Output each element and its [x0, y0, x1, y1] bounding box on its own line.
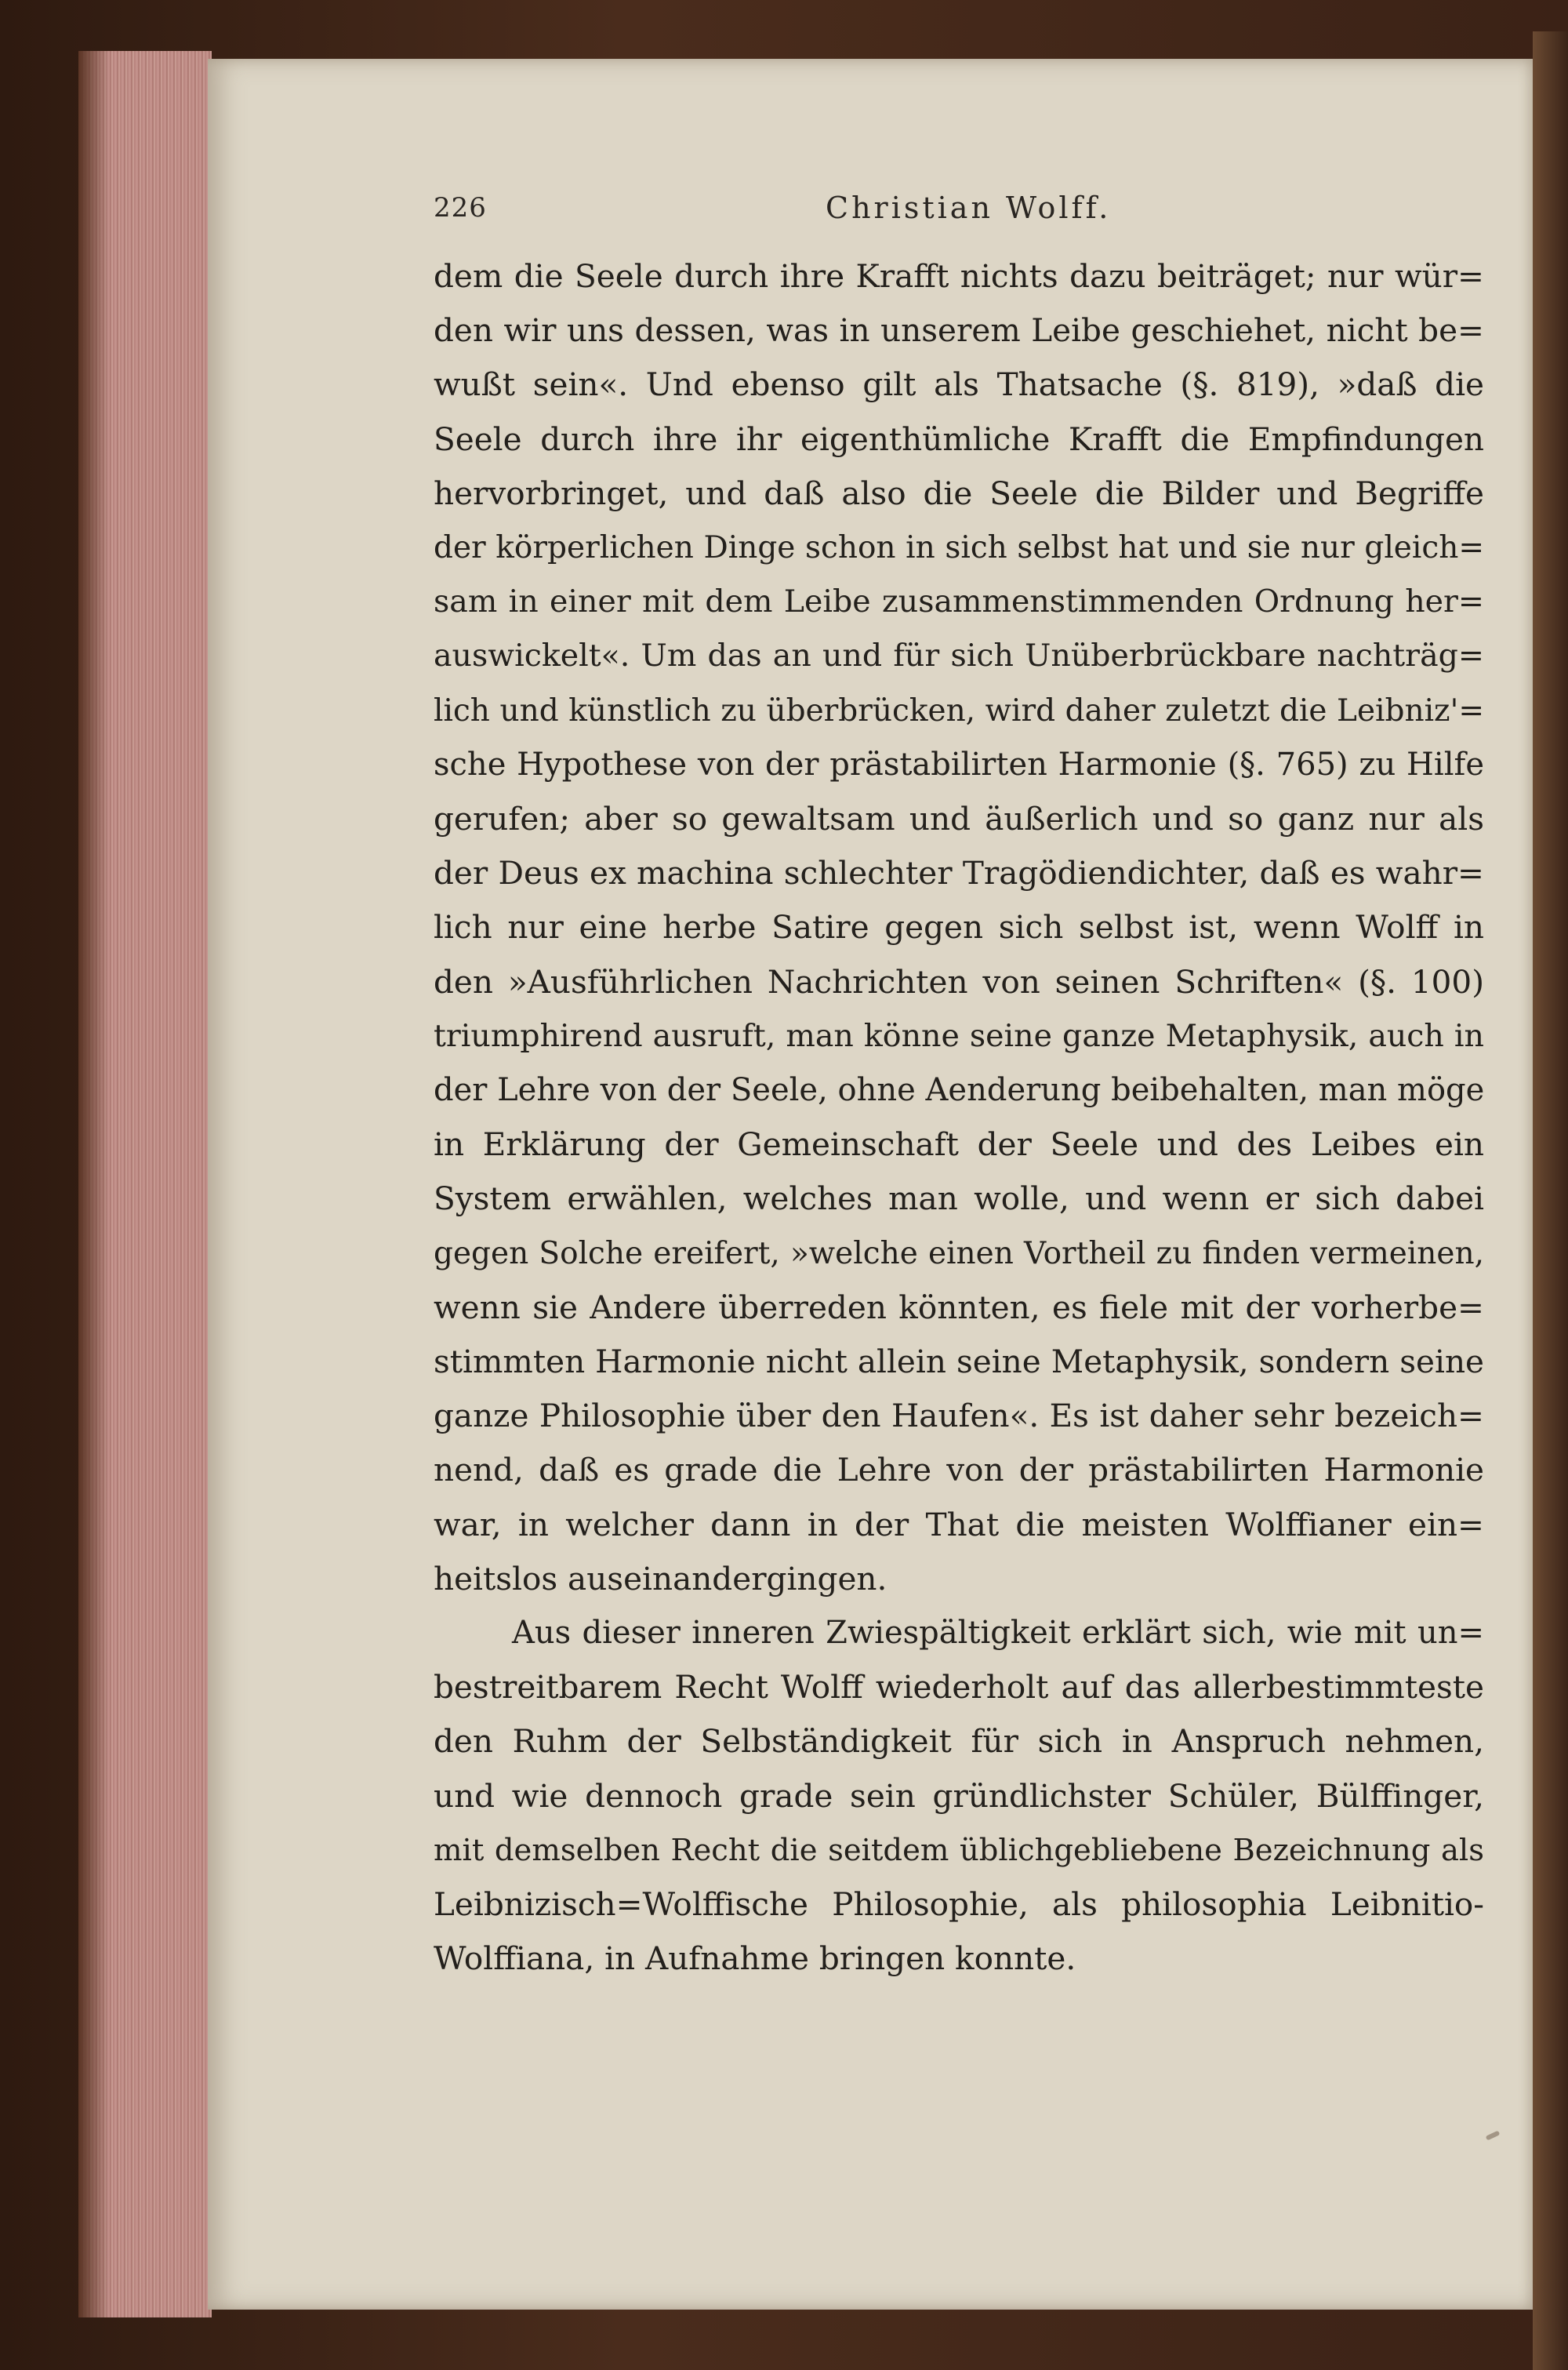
text-line: bestreitbarem Recht Wolff wiederholt auf das allerbestimmteste	[434, 1668, 1484, 1707]
text-line: System erwählen, welches man wolle, und wenn er sich dabei	[434, 1180, 1484, 1218]
text-line: ganze Philosophie über den Haufen«. Es ist daher sehr bezeich=	[434, 1397, 1484, 1435]
text-line: Wolffiana, in Aufnahme bringen konnte.	[434, 1939, 1076, 1978]
page-number: 226	[434, 192, 487, 224]
running-head-title: Christian Wolff.	[826, 191, 1112, 225]
text-line: den »Ausführlichen Nachrichten von seinen Schriften« (§. 100)	[434, 962, 1484, 1001]
text-line: lich nur eine herbe Satire gegen sich selbst ist, wenn Wolff in	[434, 908, 1484, 947]
body-text	[434, 249, 1484, 1987]
text-line: nend, daß es grade die Lehre von der prästabilirten Harmonie	[434, 1451, 1484, 1489]
text-line: Aus dieser inneren Zwiespältigkeit erklärt sich, wie mit un=	[512, 1615, 1484, 1652]
text-line: gegen Solche ereifert, »welche einen Vortheil zu finden vermeinen,	[434, 1235, 1484, 1271]
text-line: den wir uns dessen, was in unserem Leibe geschiehet, nicht be=	[434, 311, 1484, 350]
text-line: sche Hypothese von der prästabilirten Harmonie (§. 765) zu Hilfe	[434, 746, 1484, 783]
text-line: triumphirend ausruft, man könne seine ganze Metaphysik, auch in	[434, 1017, 1484, 1054]
text-line: wußt sein«. Und ebenso gilt als Thatsache (§. 819), »daß die	[434, 365, 1484, 404]
text-line: gerufen; aber so gewaltsam und äußerlich und so ganz nur als	[434, 800, 1484, 838]
text-line: der Lehre von der Seele, ohne Aenderung beibehalten, man möge	[434, 1072, 1485, 1109]
text-line: dem die Seele durch ihre Krafft nichts dazu beiträget; nur wür=	[434, 257, 1484, 295]
text-line: Leibnizisch=Wolffische Philosophie, als philosophia Leibnitio-	[434, 1885, 1484, 1924]
text-line: in Erklärung der Gemeinschaft der Seele und des Leibes ein	[434, 1125, 1484, 1164]
text-line: wenn sie Andere überreden könnten, es fiele mit der vorherbe=	[434, 1288, 1484, 1326]
text-line: auswickelt«. Um das an und für sich Unüberbrückbare nachträg=	[434, 638, 1484, 674]
paragraph-2	[434, 1606, 1484, 1986]
text-line: sam in einer mit dem Leibe zusammenstimmenden Ordnung her=	[434, 583, 1484, 620]
book-cover-edge	[1533, 31, 1568, 2370]
running-head	[434, 192, 1484, 239]
text-line: war, in welcher dann in der That die meisten Wolffianer ein=	[434, 1505, 1484, 1543]
text-line: der Deus ex machina schlechter Tragödiendichter, daß es wahr=	[434, 854, 1484, 892]
text-line: hervorbringet, und daß also die Seele die Bilder und Begriffe	[434, 474, 1484, 512]
text-line: den Ruhm der Selbständigkeit für sich in Anspruch nehmen,	[434, 1722, 1484, 1761]
text-line: mit demselben Recht die seitdem üblichgebliebene Bezeichnung als	[434, 1832, 1484, 1868]
text-line: heitslos auseinandergingen.	[434, 1559, 887, 1598]
text-line: der körperlichen Dinge schon in sich selbst hat und sie nur gleich=	[434, 530, 1484, 566]
text-line: lich und künstlich zu überbrücken, wird daher zuletzt die Leibniz'=	[434, 692, 1484, 729]
text-line: Seele durch ihre ihr eigenthümliche Krafft die Empfindungen	[434, 420, 1484, 458]
paragraph-1	[434, 249, 1484, 1606]
text-line: und wie dennoch grade sein gründlichster Schüler, Bülffinger,	[434, 1776, 1484, 1815]
page-edges-shadow	[78, 51, 110, 2317]
text-line: stimmten Harmonie nicht allein seine Metaphysik, sondern seine	[434, 1343, 1484, 1381]
